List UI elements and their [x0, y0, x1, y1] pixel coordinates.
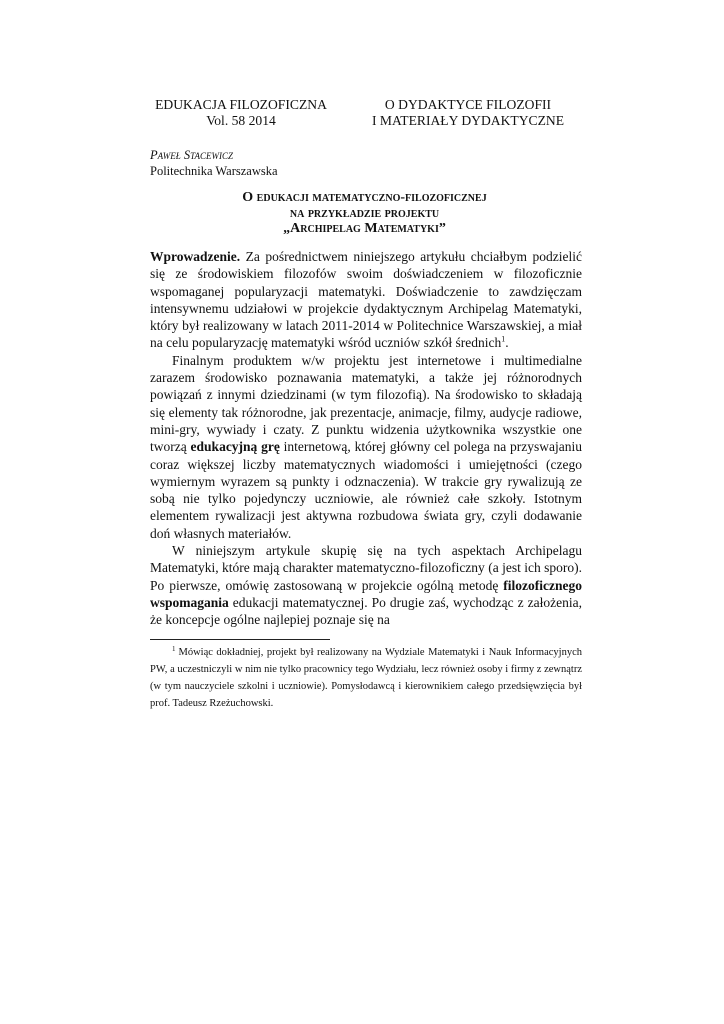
journal-volume: Vol. 58 2014: [206, 113, 276, 128]
paragraph-text: edukacji matematycznej. Po drugie zaś, wychodząc z założenia, że koncepcje ogólne najlepiej poznaje się na: [150, 594, 582, 628]
running-header-right: [357, 97, 579, 129]
footnote-text: Mówiąc dokładniej, projekt był realizowany na Wydziale Matematyki i Nauk Informacyjnych PW, a uczestniczyli w nim nie tylko pracownicy tego Wydziału, lecz również osoby i firmy z zewnątrz (w tym nauczyciele szkolni i uczniowie). Pomysłodawcą i kierownikiem całego przedsięwzięcia był prof. Tadeusz Rzeżuchowski.: [150, 647, 582, 709]
paragraph-text: Za pośrednictwem niniejszego artykułu chciałbym podzielić się ze środowiskiem filozofów swoim doświadczeniem w filozoficznie wspomaganej popularyzacji matematyki. Doświadczenie to zawdzięczam intensywnemu udziałowi w projekcie dydaktycznym Archipelag Matematyki, który był realizowany w latach 2011-2014 w Politechnice Warszawskiej, a miał na celu popularyzację matematyki wśród uczniów szkół średnich: [150, 249, 582, 351]
paragraph-text: internetową, której główny cel polega na przyswajaniu coraz większej liczby matematycznych wiadomości i umiejętności (czego wymiernym wyrazem są punkty i odznaczenia). W trakcie gry rywalizują ze sobą nie tylko pojedynczy uczniowie, ale również całe szkoły. Istotnym elementem rywalizacji jest aktywna rozbudowa świata gry, czyli dodawanie doń własnych materiałów.: [150, 439, 583, 541]
article-body: [150, 248, 582, 629]
section-run-in-heading: Wprowadzenie.: [150, 249, 241, 264]
footnote-reference[interactable]: 1: [501, 334, 506, 344]
footnote: [150, 644, 582, 712]
paragraph-text-end: .: [505, 335, 509, 351]
section-name-line2: I MATERIAŁY DYDAKTYCZNE: [371, 113, 565, 128]
paragraph-text: Finalnym produktem w/w projektu jest internetowe i multimedialne zarazem środowisko poznawania matematyki, a także jej różnorodnych powiązań z innymi dziedzinami (w tym filozofią). Na środowisko to składają się elementy tak różnorodne, jak prezentacje, animacje, filmy, audycje radiowe, mini-gry, wywiady i czaty. Z punktu widzenia użytkownika wszystkie one tworzą: [150, 352, 582, 455]
paragraph-text: W niniejszym artykule skupię się na tych aspektach Archipelagu Matematyki, które mają charakter matematyczno-filozoficzny (a jest ich sporo). Po pierwsze, omówię zastosowaną w projekcie ogólną metodę: [150, 543, 582, 593]
journal-name: EDUKACJA FILOZOFICZNA: [155, 97, 327, 112]
emphasis-bold: edukacyjną grę: [190, 439, 280, 455]
footnote-separator: [150, 639, 330, 640]
article-title: [150, 190, 579, 237]
paragraph-introduction: [150, 248, 582, 352]
author-affiliation: Politechnika Warszawska: [150, 164, 278, 178]
running-header-left: [150, 97, 332, 129]
footnote-item: [150, 644, 582, 712]
section-name-line1: O DYDAKTYCE FILOZOFII: [384, 97, 552, 112]
title-line-3: „Archipelag Matematyki”: [283, 221, 446, 236]
paragraph-focus: [150, 542, 582, 628]
title-line-1: O edukacji matematyczno-filozoficznej: [242, 190, 487, 205]
footnote-number: 1: [172, 644, 176, 653]
paragraph-final-product: [150, 352, 582, 542]
title-line-2: na przykładzie projektu: [289, 205, 440, 221]
emphasis-bold: filozoficznego wspomagania: [150, 577, 582, 610]
author-block: [150, 147, 278, 179]
author-name: Paweł Stacewicz: [150, 148, 234, 162]
